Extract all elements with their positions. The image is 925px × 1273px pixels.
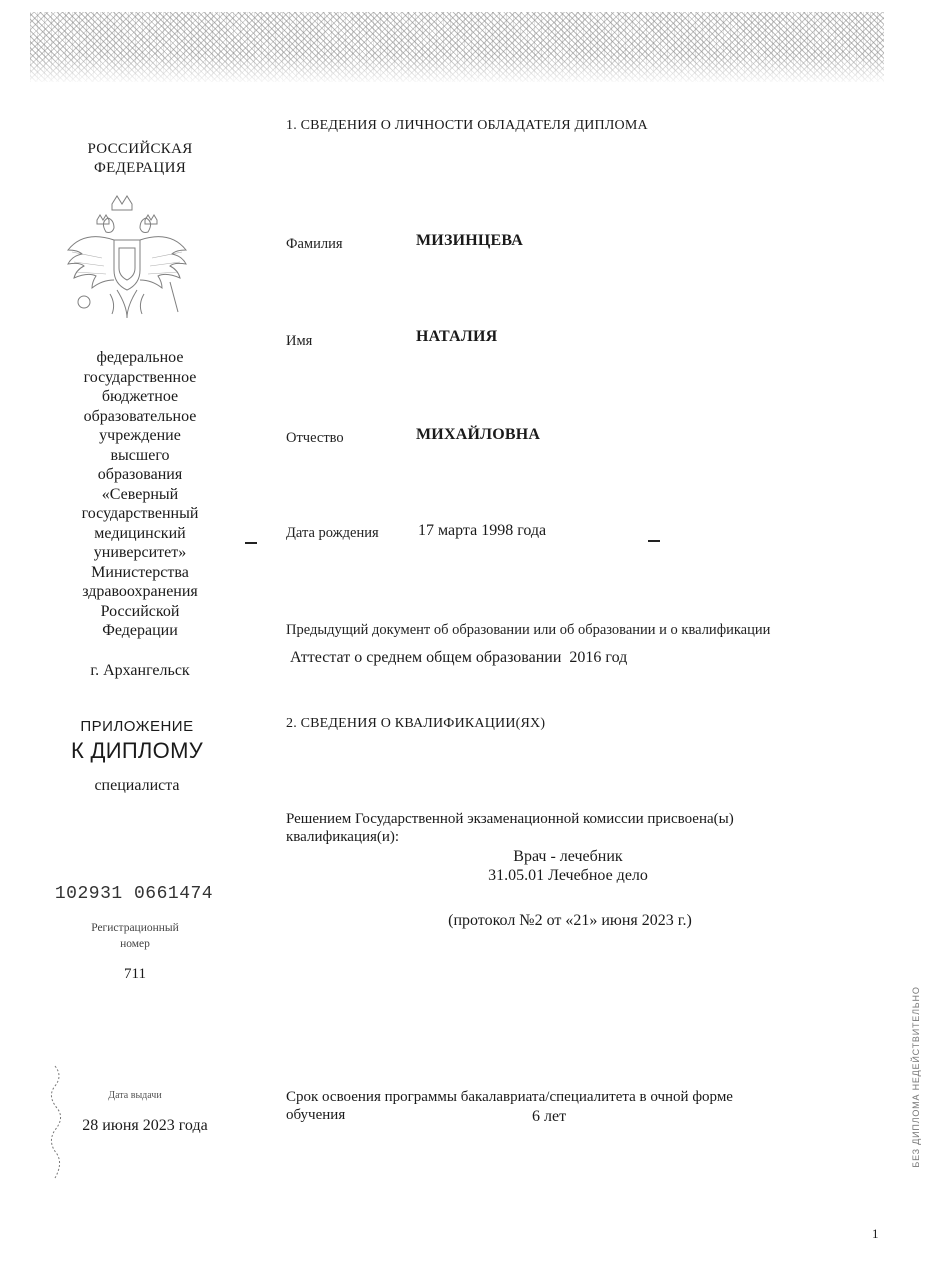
validity-side-stamp: БЕЗ ДИПЛОМА НЕДЕЙСТВИТЕЛЬНО bbox=[911, 986, 921, 1168]
program-duration-line-2: обучения bbox=[286, 1107, 346, 1123]
org-line: учреждение bbox=[99, 427, 181, 444]
name-value: НАТАЛИЯ bbox=[416, 328, 498, 345]
org-line: бюджетное bbox=[101, 388, 179, 405]
section2-heading: 2. СВЕДЕНИЯ О КВАЛИФИКАЦИИ(ЯХ) bbox=[286, 716, 546, 731]
patronymic-label: Отчество bbox=[286, 430, 344, 446]
registration-caption-line-1: Регистрационный bbox=[91, 922, 179, 934]
birth-date-label: Дата рождения bbox=[286, 525, 379, 541]
org-line: государственный bbox=[81, 505, 199, 522]
qualification-level: специалиста bbox=[94, 777, 180, 794]
appendix-subtitle: К ДИПЛОМУ bbox=[70, 738, 203, 763]
scan-mark bbox=[648, 540, 660, 542]
scan-mark bbox=[245, 542, 257, 544]
org-line: Федерации bbox=[102, 622, 178, 639]
organization-name bbox=[40, 348, 240, 641]
surname-label: Фамилия bbox=[286, 236, 343, 252]
issue-date: 28 июня 2023 года bbox=[82, 1117, 208, 1134]
protocol-reference: (протокол №2 от «21» июня 2023 г.) bbox=[448, 912, 692, 929]
org-line: медицинский bbox=[94, 524, 186, 542]
previous-document-value: Аттестат о среднем общем образовании 2016 год bbox=[290, 649, 628, 666]
org-line: «Северный bbox=[101, 485, 179, 503]
appendix-title: ПРИЛОЖЕНИЕ bbox=[80, 718, 194, 735]
birth-date-value: 17 марта 1998 года bbox=[418, 522, 547, 539]
org-line: государственное bbox=[83, 368, 197, 386]
country-name bbox=[40, 140, 240, 178]
org-line: высшего bbox=[110, 446, 170, 464]
name-label: Имя bbox=[286, 333, 313, 349]
surname-value: МИЗИНЦЕВА bbox=[416, 232, 524, 249]
commission-decision-line-2: квалификация(и): bbox=[286, 829, 400, 845]
country-line-1: РОССИЙСКАЯ bbox=[87, 141, 193, 157]
registration-caption-line-2: номер bbox=[120, 938, 150, 950]
commission-decision-line-1: Решением Государственной экзаменационной комиссии присвоена(ы) bbox=[286, 811, 734, 827]
org-line: образования bbox=[97, 466, 183, 483]
section1-heading: 1. СВЕДЕНИЯ О ЛИЧНОСТИ ОБЛАДАТЕЛЯ ДИПЛОМА bbox=[286, 118, 648, 133]
commission-decision bbox=[286, 810, 846, 846]
security-pattern-fade bbox=[30, 55, 884, 85]
org-line: федеральное bbox=[96, 349, 184, 366]
specialty-value: 31.05.01 Лечебное дело bbox=[488, 867, 648, 884]
registration-caption bbox=[60, 920, 210, 952]
registration-number: 711 bbox=[124, 966, 146, 982]
org-line: Министерства bbox=[91, 563, 189, 581]
city: г. Архангельск bbox=[90, 662, 190, 679]
previous-document-label: Предыдущий документ об образовании или об образовании и о квалификации bbox=[286, 622, 771, 638]
serial-number: 102931 0661474 bbox=[54, 884, 214, 904]
country-line-2: ФЕДЕРАЦИЯ bbox=[93, 160, 187, 176]
stamp-scribble-icon bbox=[40, 1062, 70, 1182]
double-headed-eagle-emblem-icon bbox=[62, 190, 192, 330]
patronymic-value: МИХАЙЛОВНА bbox=[416, 426, 541, 443]
page-number: 1 bbox=[872, 1226, 879, 1241]
org-line: здравоохранения bbox=[82, 583, 198, 600]
program-duration-line-1: Срок освоения программы бакалавриата/специалитета в очной форме bbox=[286, 1089, 733, 1105]
program-duration-value: 6 лет bbox=[532, 1108, 567, 1125]
org-line: образовательное bbox=[83, 407, 197, 425]
qualification-value: Врач - лечебник bbox=[513, 848, 623, 865]
org-line: Российской bbox=[100, 602, 180, 620]
org-line: университет» bbox=[93, 544, 187, 561]
issue-date-caption: Дата выдачи bbox=[108, 1090, 162, 1101]
